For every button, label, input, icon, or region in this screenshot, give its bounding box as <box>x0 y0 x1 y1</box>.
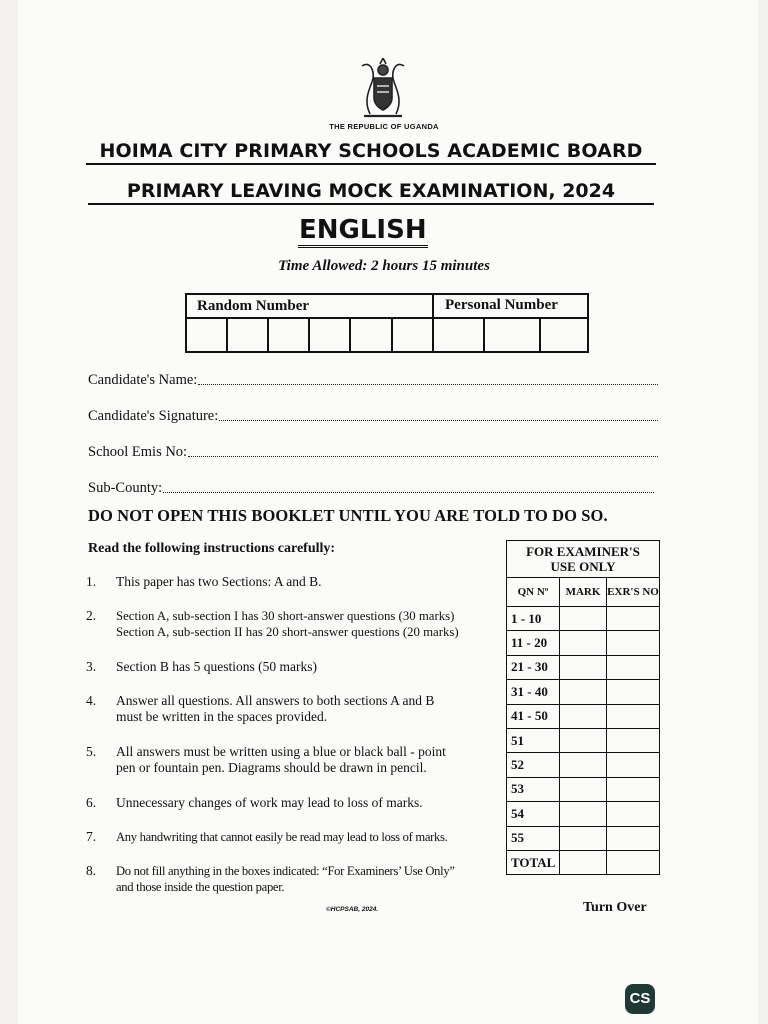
mark-cell[interactable] <box>560 826 607 850</box>
table-row <box>507 753 660 777</box>
instruction-item <box>86 795 506 813</box>
examiner-table-title: FOR EXAMINER'S USE ONLY <box>507 541 660 578</box>
examiner-number-cell[interactable] <box>607 631 660 655</box>
table-total-row <box>507 850 660 874</box>
total-examiner-cell[interactable] <box>607 850 660 874</box>
table-row <box>507 826 660 850</box>
republic-caption: THE REPUBLIC OF UGANDA <box>329 122 439 131</box>
turn-over-text: Turn Over <box>583 900 647 915</box>
instruction-number: 4. <box>86 693 97 708</box>
instruction-text: Section A, sub-section I has 30 short-answer questions (30 marks) Section A, sub-section II has 20 short-answer questions (20 marks) <box>116 609 459 639</box>
random-number-box[interactable] <box>226 319 228 351</box>
mark-cell[interactable] <box>560 802 607 826</box>
instruction-item <box>86 693 506 727</box>
column-header-qn: QN Nº <box>507 578 560 607</box>
personal-number-label: Personal Number <box>445 297 558 313</box>
mark-cell[interactable] <box>560 655 607 679</box>
mark-cell[interactable] <box>560 631 607 655</box>
random-number-label: Random Number <box>197 298 310 314</box>
candidate-number-grid <box>185 293 589 353</box>
instruction-text: Section B has 5 questions (50 marks) <box>116 659 317 674</box>
examiner-table-header-row <box>507 578 660 607</box>
instruction-item <box>86 659 506 677</box>
examiner-table-title-row <box>507 541 660 578</box>
examiner-number-cell[interactable] <box>607 826 660 850</box>
mark-cell[interactable] <box>560 704 607 728</box>
instruction-text: All answers must be written using a blue or black ball - point pen or fountain pen. Diagrams should be drawn in pencil. <box>116 744 446 775</box>
table-row <box>507 655 660 679</box>
column-header-mark: MARK <box>560 578 607 607</box>
candidate-signature-line[interactable] <box>219 410 658 421</box>
examiner-number-cell[interactable] <box>607 607 660 631</box>
instruction-text: Answer all questions. All answers to both sections A and B must be written in the spaces provided. <box>116 693 435 724</box>
question-number: 54 <box>507 802 560 826</box>
instruction-text: Do not fill anything in the boxes indicated: “For Examiners’ Use Only” and those inside the question paper. <box>116 864 455 894</box>
question-range: 11 - 20 <box>507 631 560 655</box>
candidate-name-line[interactable] <box>198 374 658 385</box>
camscanner-logo-icon: CS <box>625 984 655 1014</box>
examiner-number-cell[interactable] <box>607 777 660 801</box>
instruction-number: 7. <box>86 829 97 844</box>
instruction-item <box>86 608 506 642</box>
instruction-number: 6. <box>86 795 97 810</box>
school-emis-field[interactable] <box>88 444 658 461</box>
sub-county-field[interactable] <box>88 480 654 497</box>
instruction-item <box>86 744 506 778</box>
personal-number-box[interactable] <box>539 319 541 351</box>
sub-county-label: Sub-County: <box>88 480 163 496</box>
time-allowed: Time Allowed: 2 hours 15 minutes <box>278 258 490 274</box>
question-range: 41 - 50 <box>507 704 560 728</box>
examiner-number-cell[interactable] <box>607 704 660 728</box>
candidate-name-label: Candidate's Name: <box>88 372 198 388</box>
examiner-number-cell[interactable] <box>607 728 660 752</box>
school-emis-label: School Emis No: <box>88 444 188 460</box>
personal-number-box[interactable] <box>483 319 485 351</box>
question-number: 52 <box>507 753 560 777</box>
instruction-item <box>86 829 506 847</box>
candidate-signature-field[interactable] <box>88 408 658 425</box>
table-row <box>507 728 660 752</box>
instruction-item <box>86 863 506 897</box>
table-row <box>507 680 660 704</box>
number-grid-divider <box>432 295 434 351</box>
random-number-box[interactable] <box>267 319 269 351</box>
random-number-box[interactable] <box>391 319 393 351</box>
table-row <box>507 777 660 801</box>
question-range: 21 - 30 <box>507 655 560 679</box>
total-label: TOTAL <box>507 850 560 874</box>
candidate-name-field[interactable] <box>88 372 658 389</box>
instruction-number: 5. <box>86 744 97 759</box>
mark-cell[interactable] <box>560 607 607 631</box>
table-row <box>507 802 660 826</box>
instruction-item <box>86 574 506 592</box>
exam-title: PRIMARY LEAVING MOCK EXAMINATION, 2024 <box>88 180 654 205</box>
instruction-number: 8. <box>86 863 97 878</box>
table-row <box>507 607 660 631</box>
instruction-text: This paper has two Sections: A and B. <box>116 574 322 589</box>
instruction-number: 3. <box>86 659 97 674</box>
examiner-use-table <box>506 540 660 875</box>
random-number-box[interactable] <box>349 319 351 351</box>
mark-cell[interactable] <box>560 777 607 801</box>
instruction-text: Any handwriting that cannot easily be read may lead to loss of marks. <box>116 830 448 844</box>
candidate-signature-label: Candidate's Signature: <box>88 408 219 424</box>
warning-text: DO NOT OPEN THIS BOOKLET UNTIL YOU ARE TOLD TO DO SO. <box>88 506 608 525</box>
total-mark-cell[interactable] <box>560 850 607 874</box>
question-number: 51 <box>507 728 560 752</box>
mark-cell[interactable] <box>560 728 607 752</box>
examiner-number-cell[interactable] <box>607 753 660 777</box>
board-title: HOIMA CITY PRIMARY SCHOOLS ACADEMIC BOARD <box>86 140 656 165</box>
instruction-number: 2. <box>86 608 97 623</box>
instructions-heading: Read the following instructions carefully: <box>88 541 336 556</box>
question-number: 53 <box>507 777 560 801</box>
random-number-box[interactable] <box>308 319 310 351</box>
table-row <box>507 704 660 728</box>
instruction-text: Unnecessary changes of work may lead to loss of marks. <box>116 795 423 810</box>
school-emis-line[interactable] <box>188 446 658 457</box>
examiner-number-cell[interactable] <box>607 802 660 826</box>
mark-cell[interactable] <box>560 680 607 704</box>
question-range: 31 - 40 <box>507 680 560 704</box>
question-number: 55 <box>507 826 560 850</box>
mark-cell[interactable] <box>560 753 607 777</box>
examiner-number-cell[interactable] <box>607 655 660 679</box>
coat-of-arms-emblem <box>350 58 416 122</box>
copyright-notice: ©HCPSAB, 2024. <box>326 906 379 913</box>
instruction-number: 1. <box>86 574 97 589</box>
question-range: 1 - 10 <box>507 607 560 631</box>
table-row <box>507 631 660 655</box>
examiner-number-cell[interactable] <box>607 680 660 704</box>
column-header-exr: EXR'S NO <box>607 578 660 607</box>
subject-title: ENGLISH <box>298 215 428 248</box>
sub-county-line[interactable] <box>163 482 654 493</box>
